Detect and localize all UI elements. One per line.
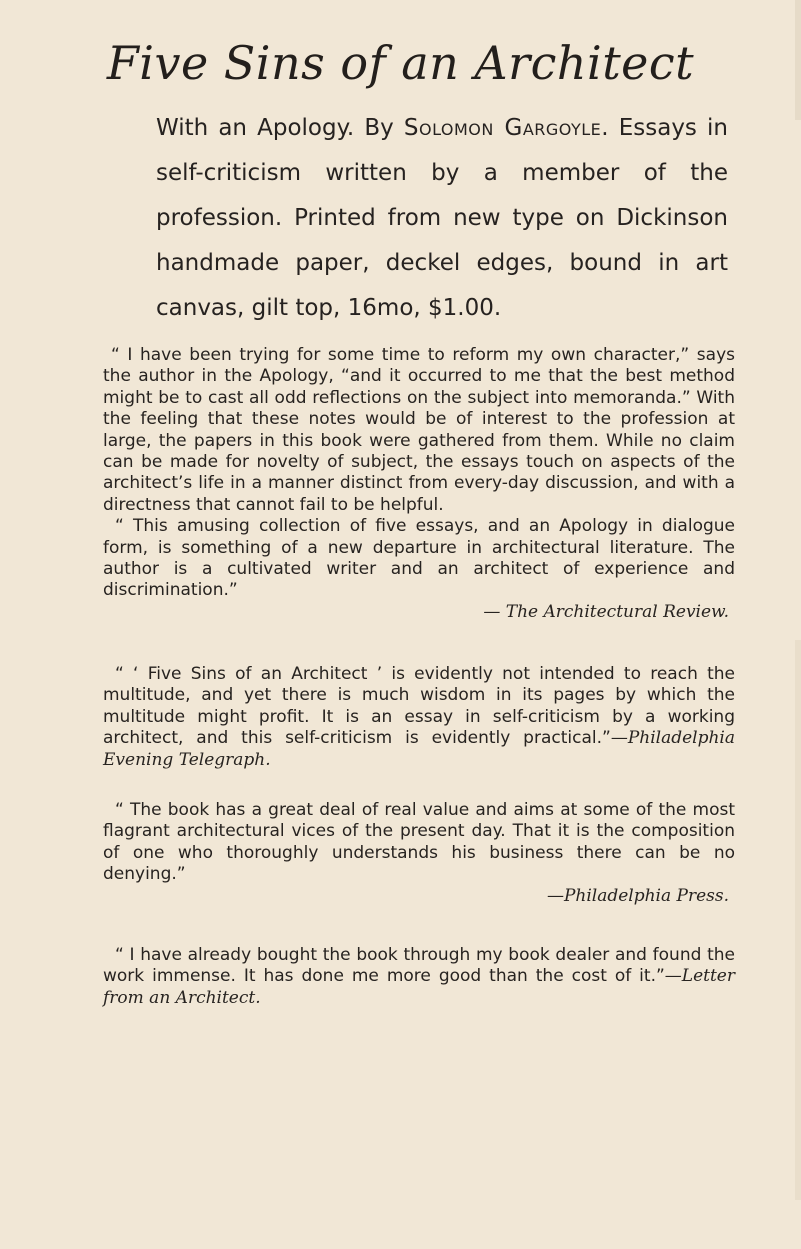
review-text: “ The book has a great deal of real value and aims at some of the most flagrant architectural vices of the present day. That it is the composition of one who thoroughly understands his business there can be no denying.” bbox=[103, 800, 735, 885]
review-paragraph: “ I have been trying for some time to reform my own character,” says the author in the Apology, “and it occurred to me that the best method might be to cast all odd reflections on the subject into memoranda.” With the feeling that these notes would be of interest to the profession at large, the papers in this book were gathered from them. While no claim can be made for novelty of subject, the essays touch on aspects of the architect’s life in a manner distinct from every-day discussion, and with a directness that cannot fail to be helpful. bbox=[103, 345, 735, 515]
review-paragraph: “ This amusing collection of five essays, and an Apology in dialogue form, is something of a new departure in architectural literature. The author is a cultivated writer and an architect of experience and discrimination.” bbox=[103, 516, 735, 601]
book-description bbox=[156, 106, 728, 331]
intro-details: . Essays in self-criticism written by a member of the profession. Printed from new type on Dickinson handmade paper, deckel edges, bound in art canvas, gilt top, 16mo, $1.00. bbox=[156, 115, 728, 321]
page-edge-shadow bbox=[795, 0, 801, 120]
review-source: — The Architectural Review. bbox=[483, 601, 729, 622]
review-source: —Philadelphia Evening Telegraph. bbox=[103, 728, 735, 770]
intro-lead: With an Apology. By bbox=[156, 115, 404, 141]
page-edge-shadow bbox=[795, 640, 801, 1200]
author-name: Solomon Gargoyle bbox=[403, 115, 602, 141]
review-philadelphia-press bbox=[103, 800, 735, 907]
review-source: —Philadelphia Press. bbox=[546, 885, 729, 906]
review-letter bbox=[103, 945, 735, 1009]
review-text: “ I have already bought the book through my book dealer and found the work immense. It has done me more good than the cost of it.” bbox=[103, 945, 735, 987]
review-text: “ ‘ Five Sins of an Architect ’ is evidently not intended to reach the multitude, and yet there is much wisdom in its pages by which the multitude might profit. It is an essay in self-criticism by a working architect, and this self-criticism is evidently practical.” bbox=[103, 664, 735, 749]
book-title: Five Sins of an Architect bbox=[106, 36, 695, 90]
review-evening-telegraph bbox=[103, 664, 735, 771]
review-architectural-review bbox=[103, 345, 735, 623]
review-source: —Letter from an Architect. bbox=[103, 966, 735, 1008]
